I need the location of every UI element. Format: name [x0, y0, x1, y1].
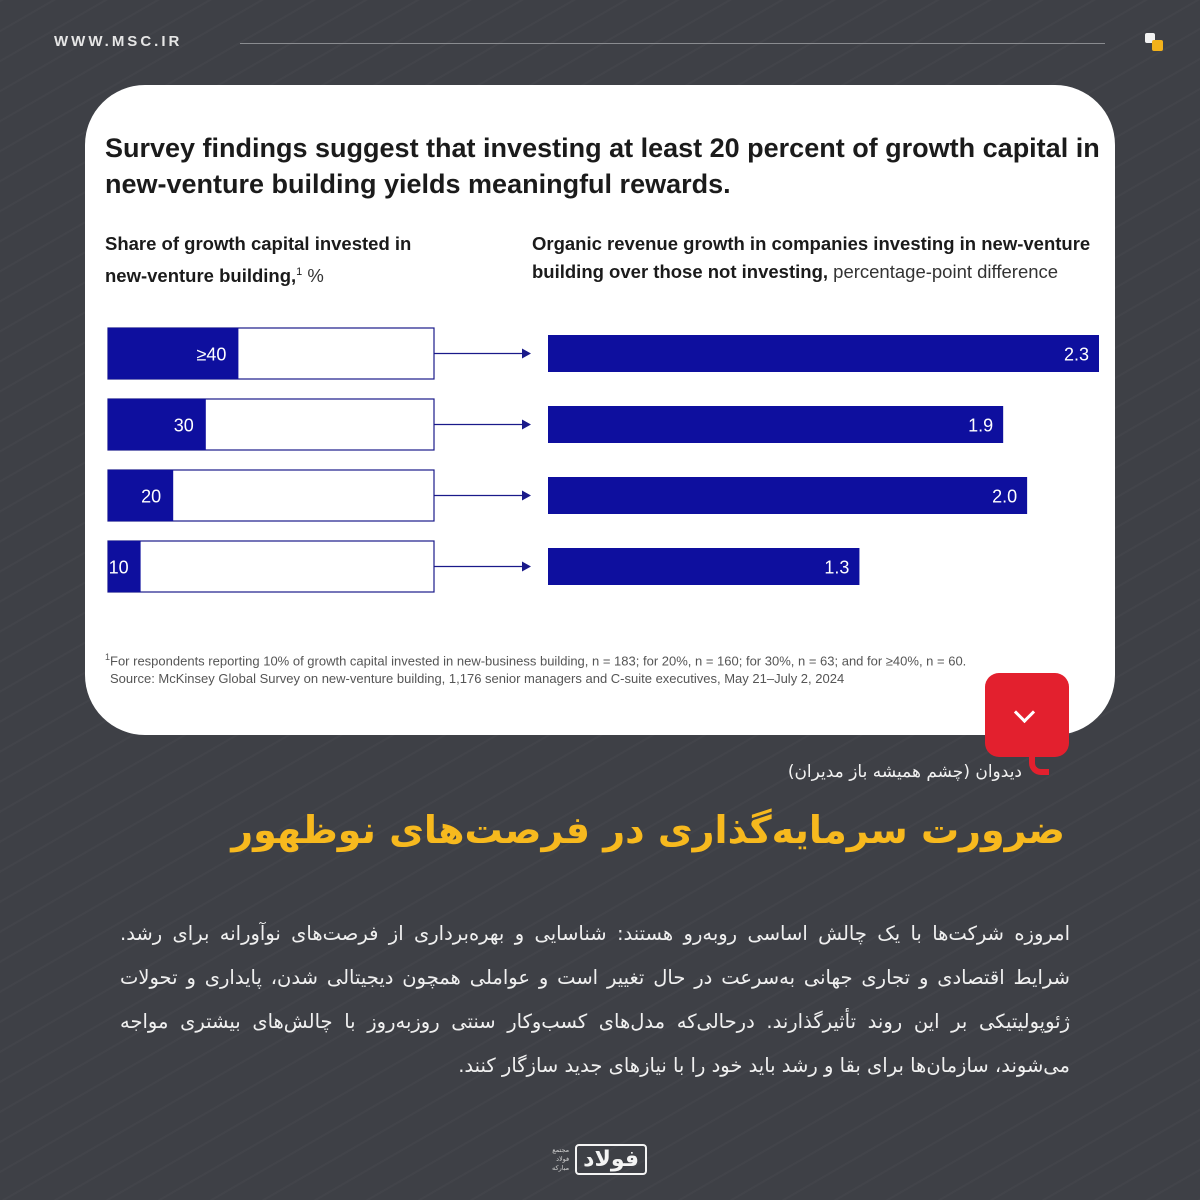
arrow-head-2	[522, 491, 531, 501]
left-label-unit: %	[302, 265, 324, 287]
share-box-3	[108, 541, 434, 592]
growth-label-1: 1.9	[968, 415, 994, 436]
growth-label-0: 2.3	[1063, 344, 1089, 365]
expand-tab[interactable]	[985, 673, 1069, 757]
arrow-head-0	[522, 349, 531, 359]
share-label-3: 10	[108, 557, 129, 578]
footnote-text: For respondents reporting 10% of growth capital invested in new-business building, n = 183; for 20%, n = 160; for 30%, n = 63; and for ≥40%, n = 60.	[110, 653, 967, 669]
growth-bar-1	[548, 406, 1003, 443]
brand-mark-icon	[1145, 33, 1165, 53]
logo-small-2: فولاد	[556, 1154, 570, 1163]
chevron-down-icon[interactable]	[1014, 702, 1035, 723]
article-subtitle: دیدوان (چشم همیشه باز مدیران)	[787, 762, 1022, 782]
growth-bar-0	[548, 335, 1099, 372]
growth-label-2: 2.0	[992, 486, 1018, 507]
arrow-head-1	[522, 420, 531, 430]
chart-title: Survey findings suggest that investing at least 20 percent of growth capital in new-venture building yields meaningful rewards.	[105, 133, 1100, 199]
article-headline: ضرورت سرمایه‌گذاری در فرصت‌های نوظهور	[231, 808, 1065, 852]
chart-card	[85, 85, 1115, 735]
left-label-main: Share of growth capital invested in new-venture building,	[105, 233, 412, 287]
article-body: امروزه شرکت‌ها با یک چالش اساسی روبه‌رو هستند: شناسایی و بهره‌برداری از فرصت‌های نوآورانه برای رشد. شرایط اقتصادی و تجاری جهانی به‌سرعت در حال تغییر است و عواملی همچون دیجیتالی شدن، پایداری و تحولات ژئوپولیتیکی بر این روند تأثیرگذارند. درحالی‌که مدل‌های کسب‌وکار سنتی روزبه‌روز با چالش‌های بیشتری مواجه می‌شوند، سازمان‌ها برای بقا و رشد باید خود را با نیازهای جدید سازگار کنند.	[120, 922, 1070, 1077]
logo-small-3: مبارکه	[552, 1163, 570, 1172]
source-text: Source: McKinsey Global Survey on new-venture building, 1,176 senior managers and C-suite executives, May 21–July 2, 2024	[110, 671, 845, 687]
share-label-1: 30	[173, 415, 194, 436]
right-label-main: Organic revenue growth in companies investing in new-venture building over those not investing,	[532, 233, 1091, 282]
left-label-sup: 1	[296, 266, 303, 278]
arrow-head-3	[522, 562, 531, 572]
footnote-sup: 1	[105, 652, 111, 662]
growth-bar-3	[548, 548, 859, 585]
growth-label-3: 1.3	[824, 557, 850, 578]
site-url[interactable]: WWW.MSC.IR	[54, 33, 183, 50]
logo-small-1: مجتمع	[552, 1145, 570, 1154]
right-label-unit: percentage-point difference	[828, 261, 1059, 282]
logo-small-text	[552, 1146, 569, 1173]
share-label-2: 20	[141, 486, 162, 507]
footer-logo	[552, 1138, 648, 1180]
bar-chart	[85, 85, 1115, 735]
share-label-0: ≥40	[196, 344, 227, 365]
logo-word: فولاد	[575, 1144, 647, 1175]
chart-footnote	[105, 648, 1095, 688]
header-divider	[240, 43, 1105, 44]
growth-bar-2	[548, 477, 1027, 514]
